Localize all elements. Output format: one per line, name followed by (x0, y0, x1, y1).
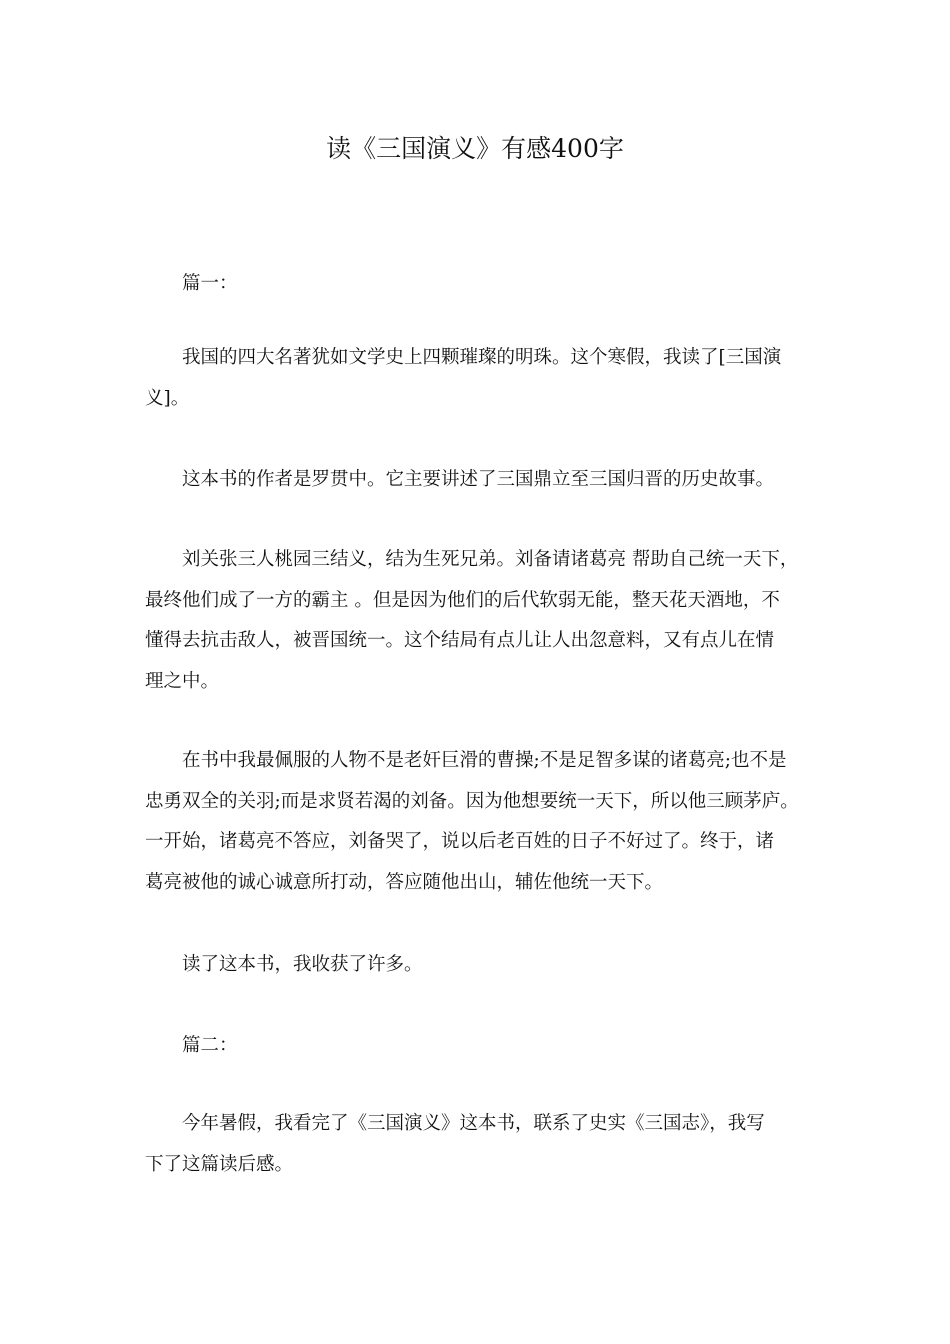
paragraph-part-2-intro (145, 1104, 810, 1185)
text-line: 在书中我最佩服的人物不是老奸巨滑的曹操;不是足智多谋的诸葛亮;也不是 (182, 750, 787, 771)
paragraph-author (145, 460, 810, 501)
text-line: 义]。 (145, 387, 190, 409)
text-line: 葛亮被他的诚心诚意所打动，答应随他出山，辅佐他统一天下。 (145, 871, 664, 893)
text-line: 忠勇双全的关羽;而是求贤若渴的刘备。因为他想要统一天下，所以他三顾茅庐。 (145, 790, 799, 812)
text-line: 下了这篇读后感。 (145, 1153, 294, 1175)
text-line: 最终他们成了一方的霸主 。但是因为他们的后代软弱无能，整天花天酒地，不 (145, 589, 780, 611)
text-line: 刘关张三人桃园三结义，结为生死兄弟。刘备请诸葛亮 帮助自己统一天下， (182, 549, 799, 570)
paragraph-heading-part-1 (145, 264, 810, 305)
text-line: 今年暑假，我看完了《三国演义》这本书，联系了史实《三国志》，我写 (182, 1113, 765, 1134)
text-line: 理之中。 (145, 670, 220, 692)
paragraph-heading-part-2 (145, 1026, 810, 1067)
text-line: 我国的四大名著犹如文学史上四颗璀璨的明珠。这个寒假，我读了[三国演 (182, 347, 782, 368)
paragraph-character (145, 741, 810, 903)
paragraph-story (145, 540, 810, 702)
paragraph-intro (145, 338, 810, 419)
text-line: 一开始，诸葛亮不答应，刘备哭了，说以后老百姓的日子不好过了。终于，诸 (145, 831, 775, 852)
document-title: 读《三国演义》有感400字 (326, 134, 624, 163)
text-line: 这本书的作者是罗贯中。它主要讲述了三国鼎立至三国归晋的历史故事。 (182, 469, 775, 490)
text-line: 篇二： (182, 1035, 238, 1056)
text-line: 篇一： (182, 273, 238, 294)
text-line: 懂得去抗击敌人，被晋国统一。这个结局有点儿让人出忽意料，又有点儿在情 (145, 630, 775, 651)
text-line: 读了这本书，我收获了许多。 (182, 954, 423, 975)
paragraph-harvest (145, 945, 810, 986)
